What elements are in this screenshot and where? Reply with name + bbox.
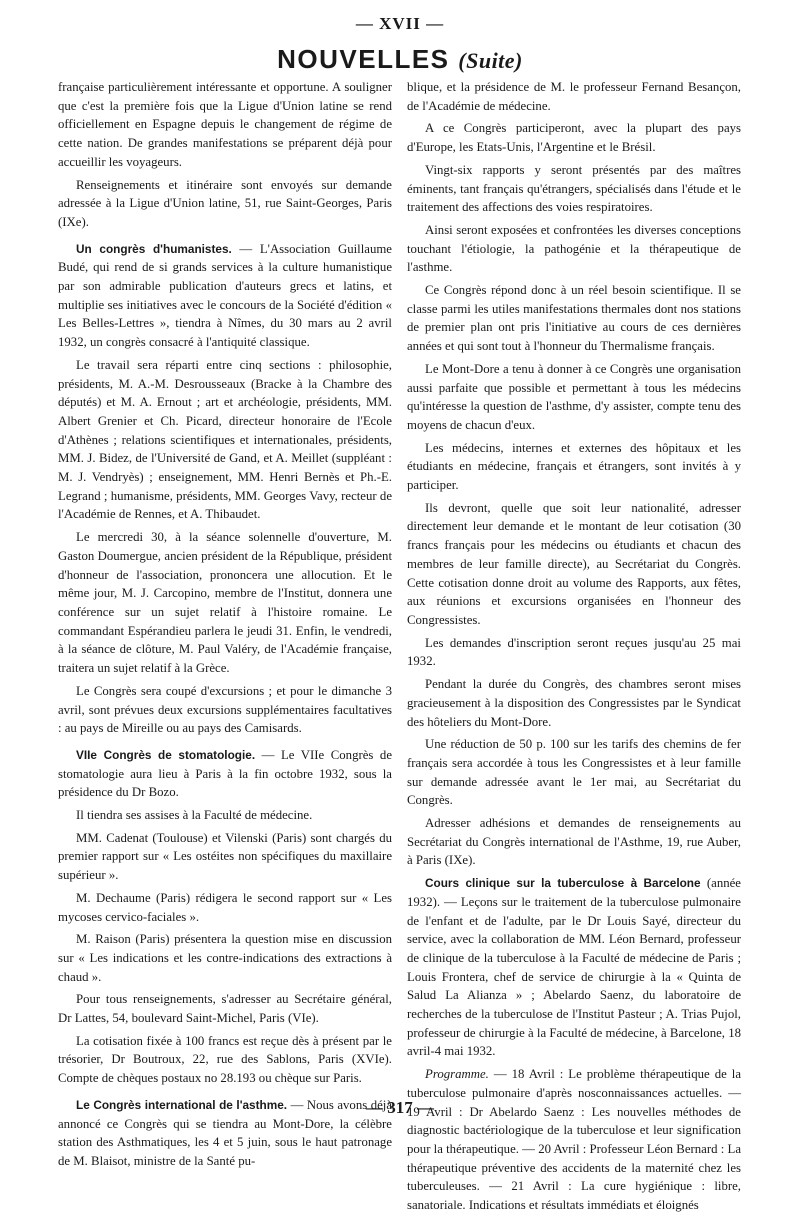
item-text: — L'Association Guillaume Budé, qui rend de si grands services à la culture humanistique par son admirable publication d'auteurs grecs et latins, et multiplie ses initiatives avec le concours de la Société d'édition « Les Belles-Lettres », tiendra à Nîmes, du 30 mars au 2 avril 1932, un congrès consacré à l'antiquité classique. xyxy=(58,241,392,350)
paragraph: Les médecins, internes et externes des hôpitaux et les étudiants en médecine, français et étrangers, sont invités à y participer. xyxy=(407,440,741,493)
paragraph: Le Congrès sera coupé d'excursions ; et pour le dimanche 3 avril, sont prévues deux excursions supplémentaires facultatives : au pays de Mireille ou au pays des Camisards. xyxy=(58,683,392,736)
paragraph: M. Dechaume (Paris) rédigera le second rapport sur « Les mycoses cervico-faciales ». xyxy=(58,890,392,924)
item-heading: Le Congrès international de l'asthme. xyxy=(76,1097,288,1112)
item-text: — Le VIIe Congrès de stomatologie aura lieu à Paris à la fin octobre 1932, sous la présidence du Dr Bozo. xyxy=(58,747,393,800)
paragraph: Les demandes d'inscription seront reçues jusqu'au 25 mai 1932. xyxy=(407,635,741,669)
paragraph: Ainsi seront exposées et confrontées les diverses conceptions touchant l'étiologie, la pathogénie et la thérapeutique de l'asthme. xyxy=(407,222,741,275)
paragraph: A ce Congrès participeront, avec la plupart des pays d'Europe, les Etats-Unis, l'Argentine et le Brésil. xyxy=(407,121,741,155)
item-text: (année 1932). — Leçons sur le traitement de la tuberculose pulmonaire de l'enfant et de l'adulte, par le Dr Louis Sayé, directeur du service, avec la collaboration de MM. Léon Bernard, professeur de clinique de la tuberculose à la Faculté de médecine de Paris ; Louis Frontera, chef de service de chirurgie à la « Quinta de Salud La Alianza » ; Abelardo Saenz, du laboratoire de recherches de la tuberculose de l'Institut Pasteur ; A. Trias Pujol, professeur de chirurgie à la Faculté de médecine, à Barcelone, 18 avril-4 mai 1932. xyxy=(407,876,741,1059)
paragraph: Une réduction de 50 p. 100 sur les tarifs des chemins de fer français sera accordée à tous les Congressistes et à leur famille sur demande adressée avant le 1er mai, au Secrétariat du Congrès. xyxy=(407,737,741,808)
title-main: NOUVELLES xyxy=(277,44,450,74)
left-column xyxy=(58,78,393,1168)
title-suffix: (Suite) xyxy=(458,48,523,73)
right-column xyxy=(407,78,741,1213)
programme-paragraph xyxy=(407,1065,741,1215)
item-heading: Cours clinique sur la tuberculose à Barcelone xyxy=(425,876,701,891)
paragraph: Le travail sera réparti entre cinq sections : philosophie, présidents, M. A.-M. Desrousseaux (Bracke à la Chambre des députés) et M. A. Ernout ; art et archéologie, présidents, MM. Albert Grenier et Ch. Picard, directeur honoraire de l'Ecole d'Athènes ; relations scientifiques et internationales, présidents, MM. J. Bidez, de l'Université de Gand, et A. Meillet (suppléant : M. J. Vendryès) ; enseignement, MM. Henri Bernès et Ph.-E. Legrand ; humanisme, présidents, MM. Georges Vavy, recteur de l'Académie de Rennes, et A. Thibaudet. xyxy=(58,357,392,522)
item-text: — Nous avons déjà annoncé ce Congrès qui se tiendra au Mont-Dore, la célèbre station des Asthmatiques, les 4 et 5 juin, sous le haut patronage de M. Blaisot, ministre de la Santé pu- xyxy=(58,1097,393,1168)
programme-text: — 18 Avril : Le problème thérapeutique de la tuberculose pulmonaire d'après nosconnaissances actuelles. — 19 Avril : Dr Abelardo Saenz : Les nouvelles méthodes de diagnostic bactériologique de la tuberculose et leur signification pour la thérapeutique. — 20 Avril : Professeur Léon Bernard : La thérapeutique préventive des accidents de la maternité chez les tuberculeuses. — 21 Avril : La cure hygiénique : libre, sanatoriale. Indications et résultats immédiats et éloignés xyxy=(407,1067,741,1213)
paragraph: Pendant la durée du Congrès, des chambres seront mises gracieusement à la disposition des Congressistes par le Syndicat des hôteliers du Mont-Dore. xyxy=(407,677,741,729)
page-number: — 317 — xyxy=(366,1098,434,1117)
programme-label: Programme. xyxy=(425,1067,489,1082)
paragraph: MM. Cadenat (Toulouse) et Vilenski (Paris) sont chargés du premier rapport sur « Les ostéites non spécifiques du maxillaire supérieur ». xyxy=(58,830,392,883)
paragraph: M. Raison (Paris) présentera la question mise en discussion sur « Les indications et les contre-indications des extractions à chaud ». xyxy=(58,932,392,984)
paragraph: Ce Congrès répond donc à un réel besoin scientifique. Il se classe parmi les utiles manifestations thermales dont nos stations de premier plan ont pris l'initiative au cours de ces dernières années et qui sont tout à l'honneur du Thermalisme français. xyxy=(407,283,741,354)
paragraph: Il tiendra ses assises à la Faculté de médecine. xyxy=(76,808,313,823)
item-heading: Un congrès d'humanistes. xyxy=(76,241,232,256)
news-item-tuberculose xyxy=(407,874,741,1061)
paragraph: française particulièrement intéressante et opportune. A souligner que c'est la première fois que la Ligue d'Union latine se rend officiellement en Espagne depuis le changement de régime de cette nation. De grandes manifestations se préparent déjà pour accueillir les voyageurs. xyxy=(58,80,392,169)
paragraph: Adresser adhésions et demandes de renseignements au Secrétariat du Congrès international de l'Asthme, 19, rue Auber, à Paris (IXe). xyxy=(407,816,741,868)
paragraph: blique, et la présidence de M. le professeur Fernand Besançon, de l'Académie de médecine. xyxy=(407,80,741,113)
paragraph: Ils devront, quelle que soit leur nationalité, adresser directement leur demande et le montant de leur cotisation (30 francs français pour les médecins ou étudiants et chacun des membres de leur famille directe), au Secrétariat du Congrès. Cette cotisation donne droit au volume des Rapports, aux fêtes, aux réunions et excursions organisées en l'honneur des Congressistes. xyxy=(407,500,741,627)
roman-page-number: — XVII — xyxy=(355,14,445,33)
paragraph: Renseignements et itinéraire sont envoyés sur demande adressée à la Ligue d'Union latine, 51, rue Saint-Georges, Paris (IXe). xyxy=(58,177,392,229)
paragraph: Le Mont-Dore a tenu à donner à ce Congrès une organisation aussi parfaite que possible et permettant à tous les médecins qu'intéresse la question de l'asthme, d'y assister, compte tenu des moyens de chacun d'eux. xyxy=(407,361,741,432)
news-item-stomatologie xyxy=(58,746,392,802)
paragraph: Vingt-six rapports y seront présentés par des maîtres éminents, tant français qu'étrangers, spécialisés dans l'étude et le traitement des affections des voies respiratoires. xyxy=(407,162,741,215)
paragraph: Pour tous renseignements, s'adresser au Secrétaire général, Dr Lattes, 54, boulevard Saint-Michel, Paris (VIe). xyxy=(58,992,392,1026)
news-item-humanistes xyxy=(58,240,392,352)
item-heading: VIIe Congrès de stomatologie. xyxy=(76,747,256,762)
section-title xyxy=(0,44,800,75)
paragraph: La cotisation fixée à 100 francs est reçue dès à présent par le trésorier, Dr Boutroux, 22, rue des Sablons, Paris (XVIe). Compte de chèques postaux no 28.193 ou chèque sur Paris. xyxy=(58,1033,392,1086)
paragraph: Le mercredi 30, à la séance solennelle d'ouverture, M. Gaston Doumergue, ancien président de la République, président d'honneur de l'association, prononcera une allocution. Et le même jour, M. J. Carcopino, membre de l'Institut, donnera une conférence sur un sujet relatif à l'histoire romaine. Le commandant Espérandieu parlera le jeudi 31. Enfin, le vendredi, à la séance de clôture, M. Paul Valéry, de l'Académie française, traitera un sujet relatif à la Grèce. xyxy=(58,530,392,676)
